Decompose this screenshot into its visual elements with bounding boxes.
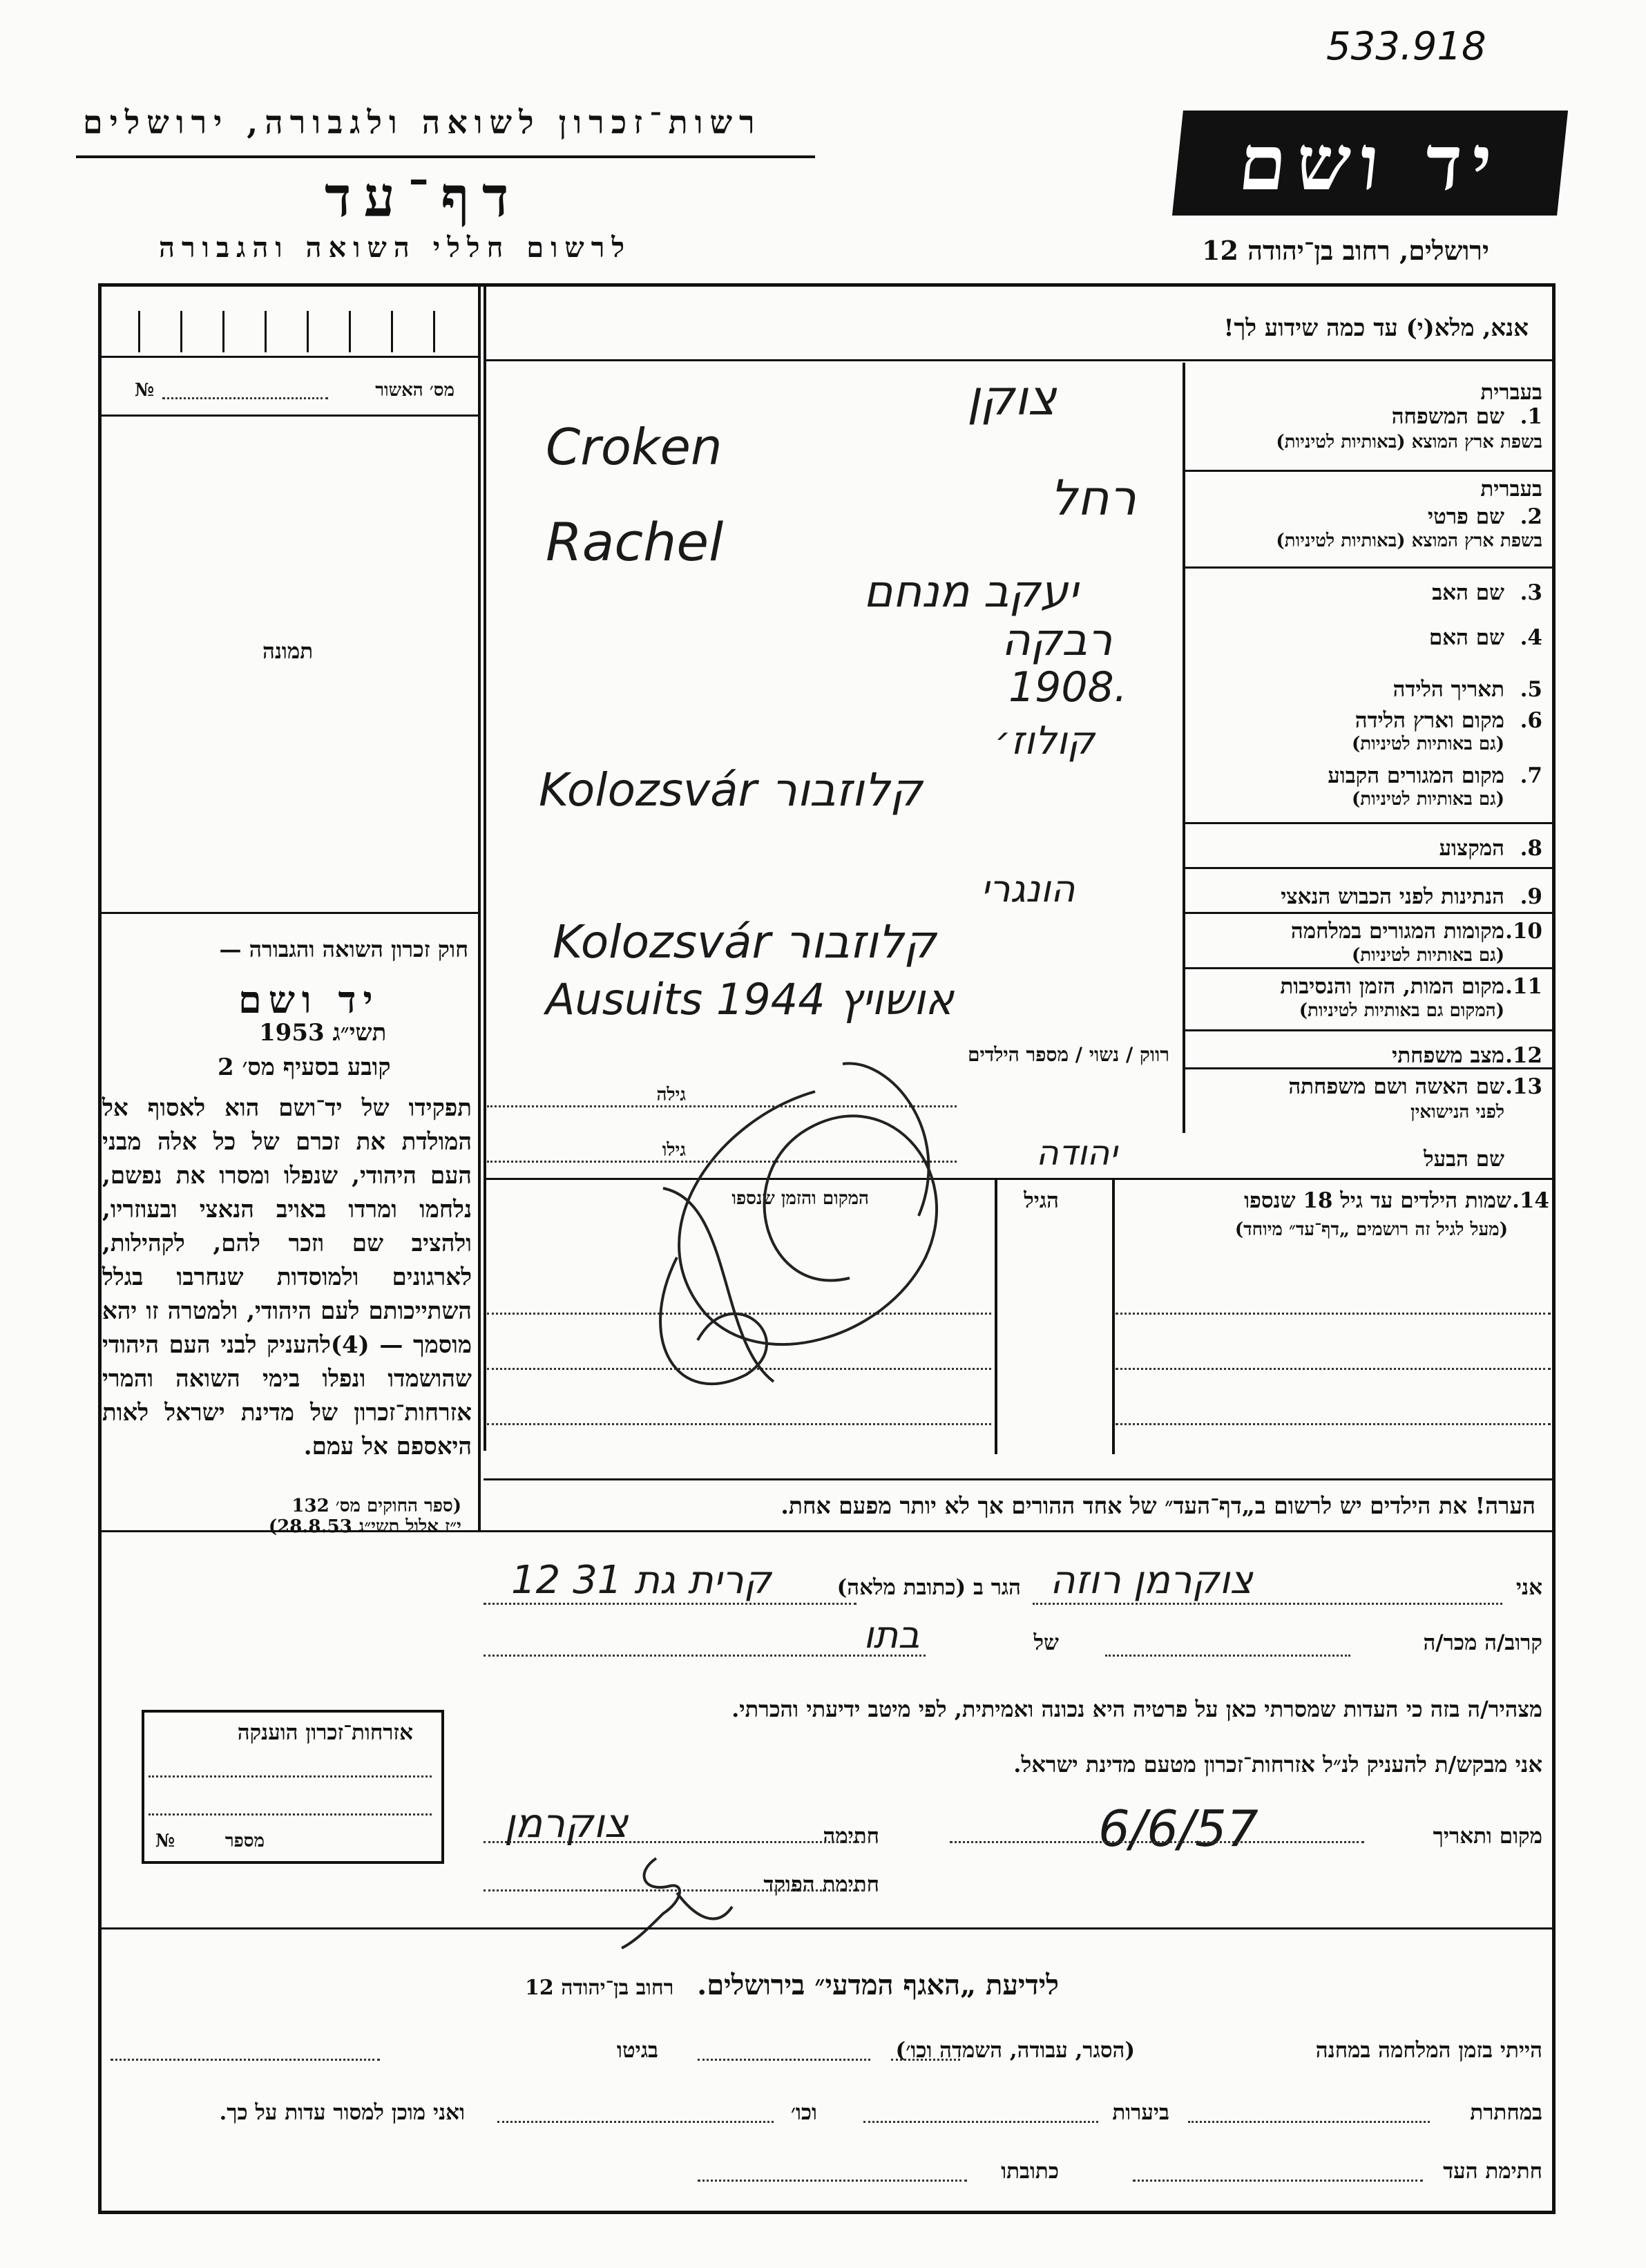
death-place-value: Ausuits 1944 אושויץ <box>546 974 954 1025</box>
mother-name-value: רבקה <box>1002 615 1113 666</box>
award-line-2 <box>149 1813 432 1816</box>
instruction-text: אנא, מלא(י) עד כמה שידוע לך! <box>1223 314 1529 342</box>
form-subtitle: לרשום חללי השואה והגבורה <box>159 231 632 264</box>
field-10-num: 10. <box>1505 919 1542 944</box>
bottom-line1-field <box>891 2059 960 2061</box>
rule-12 <box>1183 1067 1556 1069</box>
bottom-line1-c: בגיטו <box>617 2038 658 2063</box>
field-8-label: המקצוע <box>1439 836 1504 861</box>
rule-11 <box>1183 1029 1556 1031</box>
law-text: תפקידו של יד־ושם הוא לאסוף אל המולדת את זכרם של כל אלה מבני העם היהודי, שנפלו ומסרו את נפשם, נלחמו ומרדו באויב הנאצי ובעוזריו, ולהציב שם וזכר להם, לקהילות, לארגונים ולמוסדות שנחרבו בגלל השתייכותם לעם היהודי, ולמטרה זו יהא מוסמך — (4)להעניק לבני העם היהודי שהושמדו ונפלו בימי השואה והמרי אזרחות־זכרון של מדינת ישראל לאות היאספם אל עמם. <box>102 1094 472 1460</box>
child-row-1 <box>1116 1313 1551 1315</box>
law-date: י״ז אלול תשי״ג 28.8.53) <box>268 1516 461 1537</box>
law-year: תשי״ג 1953 <box>259 1019 387 1047</box>
name-line <box>1033 1603 1502 1605</box>
photo-label: תמונה <box>262 639 314 664</box>
birthplace-value: קולוז׳ <box>995 718 1095 763</box>
bottom-line3-a: חתימת העד <box>1443 2159 1542 2184</box>
law-clause: קובע בסעיף מס׳ 2 <box>218 1054 391 1081</box>
address-line <box>484 1603 857 1605</box>
field-11-num: 11. <box>1505 974 1542 999</box>
field-6-sub: (גם באותיות לטיניות) <box>1351 734 1504 754</box>
field-8-num: 8. <box>1520 836 1542 861</box>
rule-7 <box>1183 822 1556 824</box>
husband-name-value: יהודה <box>1036 1133 1118 1173</box>
label-column-divider <box>1183 363 1185 1133</box>
field-5-num: 5. <box>1520 677 1542 702</box>
field-13-label: שם האשה ושם משפחתה <box>1288 1074 1504 1099</box>
age-label-1: גילה <box>656 1085 686 1105</box>
note-text: הערה! את הילדים יש לרשום ב„דף־העד״ של אחד ההורים אך לא יותר מפעם אחת. <box>781 1492 1535 1519</box>
residence-value: Kolozsvár קלוזבור <box>539 763 923 817</box>
bottom-line2-b: ביערות <box>1112 2100 1169 2125</box>
field-13-sub: לפני הנישואין <box>1410 1102 1504 1123</box>
rule-10 <box>1183 967 1556 969</box>
ticks-rule <box>100 356 480 358</box>
bottom-ghetto-line <box>111 2059 380 2061</box>
code-ticks <box>138 311 475 355</box>
approval-no: № <box>135 380 155 401</box>
field-7-sub: (גם באותיות לטיניות) <box>1351 789 1504 810</box>
rule-2 <box>1183 566 1556 569</box>
field-2-num: 2. <box>1520 504 1542 529</box>
col-place-time: המקום והזמן שנספו <box>731 1188 869 1209</box>
declarant-name: צוקרמן רוזה <box>1050 1558 1253 1603</box>
field-3-num: 3. <box>1520 580 1542 605</box>
bottom-line2-c: וכו׳ <box>790 2100 817 2125</box>
of-line <box>484 1655 926 1657</box>
child-row-2 <box>1116 1368 1551 1370</box>
header-address: ירושלים, רחוב בן־יהודה 12 <box>1202 235 1489 266</box>
date-line <box>950 1841 1364 1843</box>
field-9-label: הנתינות לפני הכבוש הנאצי <box>1281 884 1504 909</box>
bottom-title <box>525 1969 1059 2001</box>
first-name-hebrew: רחל <box>1050 470 1137 526</box>
field-2-tag: בעברית <box>1480 477 1542 502</box>
wartime-residence-value: Kolozsvár קלוזבור <box>553 915 937 969</box>
bottom-title-text: לידיעת „האגף המדעי״ בירושלים. <box>697 1969 1059 2001</box>
field-6-label: מקום וארץ הלידה <box>1355 708 1504 733</box>
field-11-label: מקום המות, הזמן והנסיבות <box>1280 974 1504 999</box>
family-name-hebrew: צוקן <box>967 370 1057 426</box>
note-top-rule <box>484 1478 1554 1480</box>
marital-status-options: רווק / נשוי / מספר הילדים <box>967 1043 1169 1066</box>
first-name-latin: Rachel <box>546 511 724 573</box>
award-number-label: מספר <box>224 1831 265 1851</box>
children-num: 14. <box>1512 1188 1549 1213</box>
note-bottom-rule <box>100 1530 1554 1532</box>
law-title: חוק זכרון השואה והגבורה — <box>219 936 468 962</box>
children-col-1 <box>1112 1178 1115 1454</box>
father-name-value: יעקב מנחם <box>863 566 1078 618</box>
bottom-line2-a: במחתרת <box>1470 2100 1542 2125</box>
signature-label: חתימה <box>823 1824 879 1849</box>
left-column-divider <box>484 287 486 1451</box>
field-12-label: מצב משפחתי <box>1392 1043 1504 1068</box>
children-label: שמות הילדים עד גיל 18 שנספו <box>1244 1188 1511 1213</box>
form-title: דף־עד <box>325 164 521 229</box>
signature-value: צוקרמן <box>504 1800 629 1847</box>
declaration-bottom-rule <box>100 1927 1554 1929</box>
decl-i-label: אני <box>1515 1575 1542 1600</box>
bottom-address-line <box>698 2180 967 2182</box>
bottom-camp-line <box>698 2059 870 2061</box>
bottom-witness-line <box>1133 2180 1423 2182</box>
field-5-label: תאריך הלידה <box>1393 677 1504 702</box>
age-label-2: גילו <box>662 1140 686 1161</box>
field-12-num: 12. <box>1505 1043 1542 1068</box>
photo-bottom-rule <box>100 912 480 914</box>
bottom-forest-line <box>863 2121 1098 2123</box>
approval-label: מס׳ האשור <box>375 380 454 401</box>
bottom-line2-d: ואני מוכן למסור עדות על כך. <box>219 2100 465 2125</box>
date-value: 6/6/57 <box>1098 1800 1259 1858</box>
bottom-title-address: רחוב בן־יהודה 12 <box>525 1976 674 2000</box>
family-name-latin: Croken <box>546 418 722 476</box>
award-line-1 <box>149 1775 432 1778</box>
rule-9 <box>1183 912 1556 914</box>
authority-name: רשות־זכרון לשואה ולגבורה, ירושלים <box>83 104 762 141</box>
field-3-label: שם האב <box>1432 580 1504 605</box>
rule-8 <box>1183 867 1556 869</box>
bottom-line1-b: (הסגר, עבודה, השמדה וכו׳) <box>895 2038 1135 2063</box>
bottom-line1-a: הייתי בזמן המלחמה במחנה <box>1315 2038 1542 2063</box>
place-date-label: מקום ותאריך <box>1433 1824 1542 1849</box>
decl-of-label: של <box>1033 1630 1059 1655</box>
field-10-label: מקומות המגורים במלחמה <box>1290 919 1504 944</box>
relation-value: בתו <box>863 1613 920 1657</box>
bottom-underground-line <box>1188 2121 1430 2123</box>
yad-vashem-logo: יד ושם <box>1172 111 1568 216</box>
left-column-divider-2 <box>478 287 481 1530</box>
field-1-tag: בעברית <box>1480 380 1542 405</box>
field-2-label: שם פרטי <box>1427 504 1504 529</box>
header-rule <box>76 155 815 158</box>
officer-label: חתימת הפוקד <box>763 1872 879 1897</box>
field-9-num: 9. <box>1520 884 1542 909</box>
decl-relative-label: קרוב/ה מכר/ה <box>1423 1630 1542 1655</box>
instruction-rule <box>484 359 1554 361</box>
field-1-label: שם המשפחה <box>1391 404 1504 429</box>
field-7-label: מקום המגורים הקבוע <box>1328 763 1504 788</box>
field-4-num: 4. <box>1520 625 1542 650</box>
nationality-value: הונגרי <box>981 867 1075 911</box>
field-13-num: 13. <box>1505 1074 1542 1099</box>
bottom-line3-b: כתובתו <box>1001 2159 1059 2184</box>
field-10-sub: (גם באותיות לטיניות) <box>1351 945 1504 966</box>
law-reference: (ספר החוקים מס׳ 132 <box>291 1496 461 1516</box>
birth-date-value: 1908. <box>1008 663 1127 712</box>
declarant-address: קרית גת 31 12 <box>511 1558 772 1603</box>
cancellation-scribble <box>594 1050 1043 1437</box>
law-name: יד ושם <box>238 978 380 1022</box>
approval-line <box>162 397 328 399</box>
field-1-sub: בשפת ארץ המוצא (באותיות לטיניות) <box>1276 432 1542 452</box>
relation-line <box>1105 1655 1350 1657</box>
approval-rule <box>100 414 480 417</box>
decl-residing-label: הגר ב (כתובת מלאה) <box>836 1575 1021 1600</box>
child-row-3 <box>1116 1423 1551 1425</box>
field-11-sub: (המקום גם באותיות לטיניות) <box>1299 1000 1504 1021</box>
col-age: הגיל <box>1024 1188 1059 1213</box>
husband-label: שם הבעל <box>1424 1147 1504 1172</box>
signature-line <box>484 1841 863 1843</box>
decl-request: אני מבקש/ת להעניק לנ״ל אזרחות־זכרון מטעם מדינת ישראל. <box>1013 1751 1542 1778</box>
field-7-num: 7. <box>1520 763 1542 788</box>
children-sub: (מעל לגיל זה רושמים „דף־עד״ מיוחד) <box>1234 1219 1508 1240</box>
field-2-sub: בשפת ארץ המוצא (באותיות לטיניות) <box>1276 531 1542 551</box>
field-4-label: שם האם <box>1428 625 1504 650</box>
decl-statement: מצהיר/ה בזה כי העדות שמסרתי כאן על פרטיה היא נכונה ואמיתית, לפי מיטב ידיעתי והכרתי. <box>731 1696 1542 1722</box>
reference-number: 533.918 <box>1326 24 1486 69</box>
award-no: № <box>155 1831 175 1851</box>
field-1-num: 1. <box>1520 404 1542 429</box>
bottom-etc-line <box>497 2121 774 2123</box>
rule-1 <box>1183 470 1556 472</box>
field-6-num: 6. <box>1520 708 1542 733</box>
award-title: אזרחות־זכרון הוענקה <box>237 1720 413 1745</box>
officer-signature <box>608 1845 746 1955</box>
